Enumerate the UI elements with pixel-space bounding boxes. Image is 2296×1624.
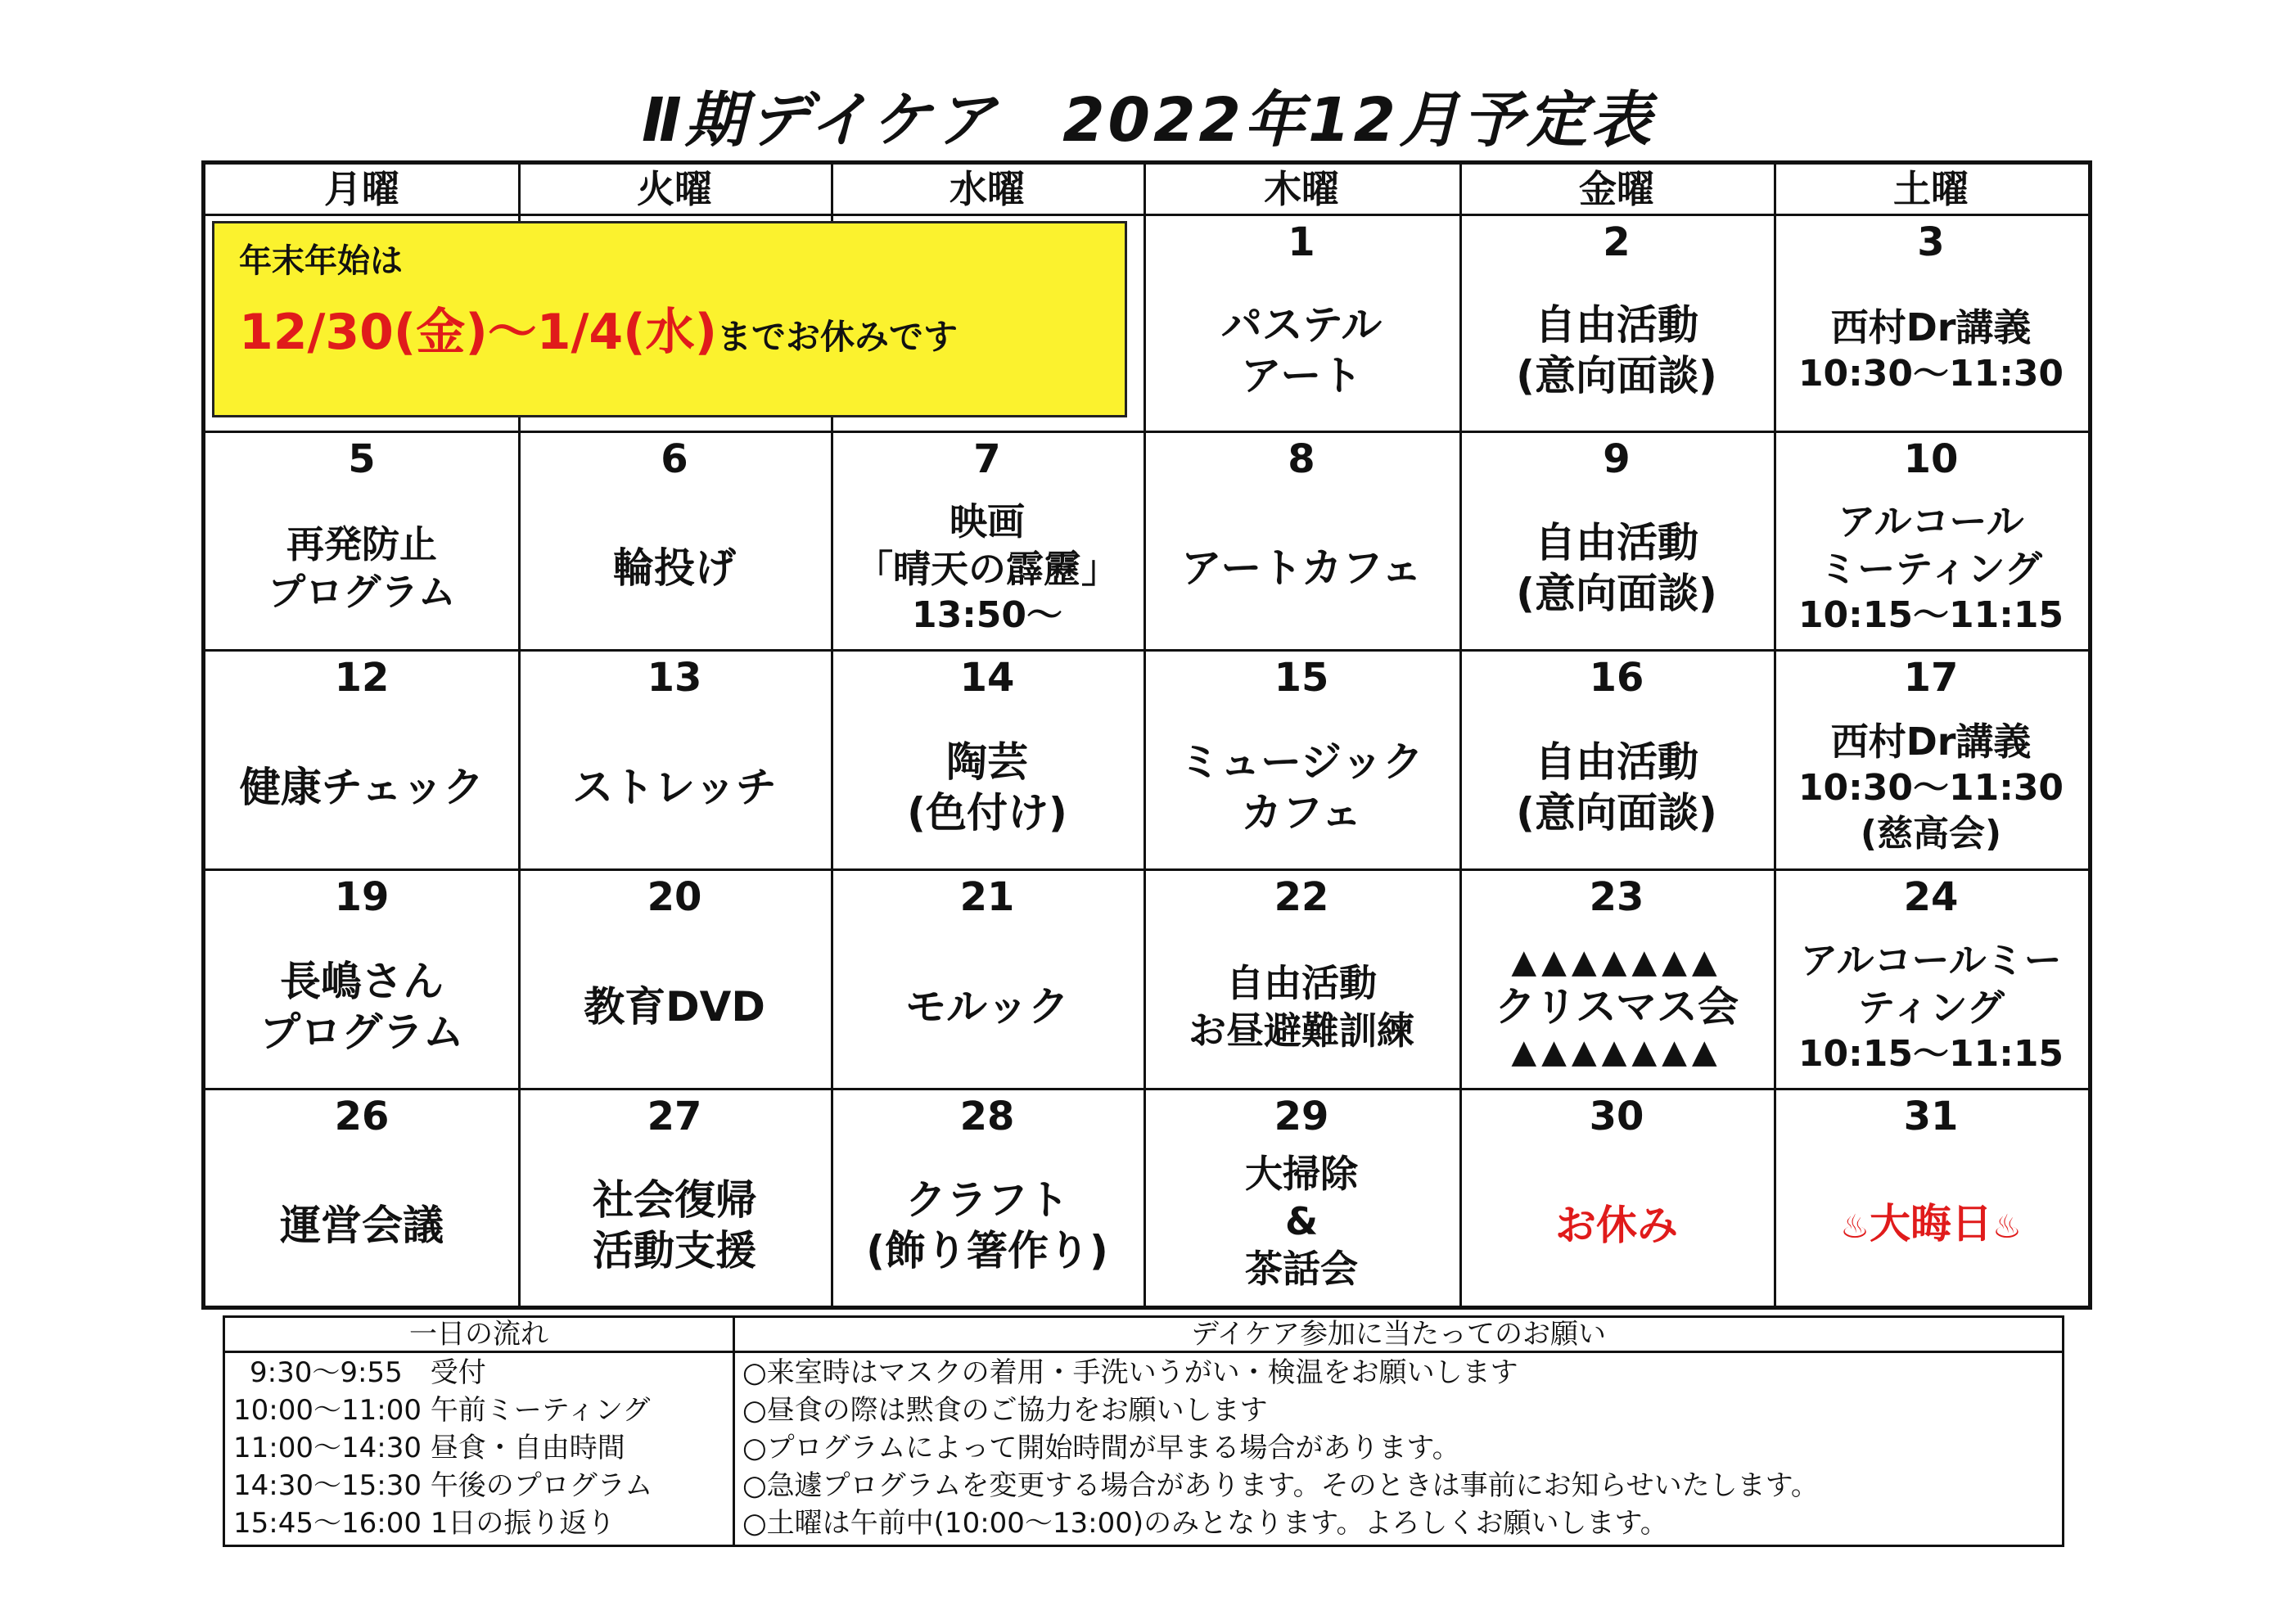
christmas-tree-icon: ▲▲▲▲▲▲▲ xyxy=(1511,1032,1722,1071)
event-text: パステル xyxy=(1220,301,1383,349)
day-number: 14 xyxy=(959,655,1015,701)
schedule-header: 一日の流れ xyxy=(225,1318,733,1353)
day-cell xyxy=(831,871,1143,1088)
day-number: 26 xyxy=(334,1094,390,1139)
day-cell xyxy=(205,871,518,1088)
event-text: 陶芸 xyxy=(946,738,1028,786)
event-text: アルコールミー xyxy=(1800,937,2062,982)
day-number: 21 xyxy=(959,874,1015,920)
day-cell xyxy=(205,652,518,868)
day-number: 17 xyxy=(1903,655,1959,701)
day-cell xyxy=(518,433,831,649)
event-text: (意向面談) xyxy=(1516,352,1717,399)
event-text: 活動支援 xyxy=(593,1226,756,1274)
event-text: ティング xyxy=(1857,985,2005,1030)
day-cell xyxy=(1774,216,2088,431)
event-time: 10:30〜11:30 xyxy=(1798,353,2064,395)
event-text: 大掃除 xyxy=(1245,1151,1358,1196)
fire-icon: ♨ xyxy=(1992,1207,2022,1246)
day-number: 15 xyxy=(1274,655,1329,701)
event-text: (意向面談) xyxy=(1516,788,1717,837)
day-number: 6 xyxy=(661,436,688,482)
request-row: ○プログラムによって開始時間が早まる場合があります。 xyxy=(742,1432,1460,1464)
event-text: 「晴天の霹靂」 xyxy=(855,547,1119,591)
event-text: 西村Dr講義 xyxy=(1830,305,2032,350)
day-number: 24 xyxy=(1903,874,1959,920)
day-cell xyxy=(205,433,518,649)
day-number: 20 xyxy=(647,874,702,920)
event-text: 社会復帰 xyxy=(593,1175,756,1224)
day-cell xyxy=(1459,1090,1774,1306)
event-text: (色付け) xyxy=(907,788,1067,837)
day-cell xyxy=(518,652,831,868)
day-cell xyxy=(205,1090,518,1306)
event-text: (意向面談) xyxy=(1516,570,1717,617)
day-cell xyxy=(1774,1090,2088,1306)
schedule-row: 9:30〜9:55 受付 xyxy=(250,1356,486,1389)
day-cell xyxy=(1459,216,1774,431)
event-text: 自由活動 xyxy=(1535,738,1698,786)
event-text: 映画 xyxy=(950,499,1025,544)
day-cell xyxy=(1143,1090,1459,1306)
day-cell xyxy=(1459,652,1774,868)
event-time: 10:15〜11:15 xyxy=(1798,594,2064,636)
day-cell xyxy=(831,433,1143,649)
event-text: (慈高会) xyxy=(1860,812,2002,855)
day-cell xyxy=(1774,652,2088,868)
schedule-row: 14:30〜15:30 午後のプログラム xyxy=(233,1469,653,1502)
day-cell xyxy=(1143,652,1459,868)
day-cell xyxy=(1774,433,2088,649)
event-text: 教育DVD xyxy=(584,982,765,1031)
notice-text: までお休みです xyxy=(717,317,959,357)
event-text: アルコール xyxy=(1838,499,2024,544)
day-cell xyxy=(518,1090,831,1306)
event-text: 茶話会 xyxy=(1245,1246,1358,1291)
event-text: 自由活動 xyxy=(1535,301,1698,349)
event-text: 西村Dr講義 xyxy=(1830,719,2032,764)
weekday-header: 火曜 xyxy=(637,167,712,211)
page-title: Ⅱ期デイケア 2022年12月予定表 xyxy=(641,85,1655,156)
event-text: 自由活動 xyxy=(1535,519,1698,566)
event-text: 健康チェック xyxy=(239,763,485,811)
day-number: 10 xyxy=(1903,436,1959,482)
day-cell xyxy=(518,871,831,1088)
weekday-header: 木曜 xyxy=(1264,167,1339,211)
day-number: 29 xyxy=(1274,1094,1329,1139)
day-cell xyxy=(1459,433,1774,649)
day-cell xyxy=(831,1090,1143,1306)
weekday-header: 金曜 xyxy=(1579,167,1654,211)
event-text: ミーティング xyxy=(1820,547,2042,591)
day-cell xyxy=(1143,871,1459,1088)
day-cell xyxy=(1143,433,1459,649)
weekday-header: 土曜 xyxy=(1893,167,1969,211)
request-row: ○来室時はマスクの着用・手洗いうがい・検温をお願いします xyxy=(742,1356,1518,1389)
notice-period: 12/30(金)〜1/4(水) xyxy=(239,304,718,361)
event-text: (飾り箸作り) xyxy=(866,1226,1108,1274)
day-number: 12 xyxy=(334,655,390,701)
event-text: 自由活動 xyxy=(1226,960,1377,1005)
request-row: ○土曜は午前中(10:00〜13:00)のみとなります。よろしくお願いします。 xyxy=(742,1507,1668,1540)
day-number: 2 xyxy=(1603,219,1631,265)
event-text: アート xyxy=(1240,352,1363,399)
event-text: クラフト xyxy=(905,1175,1069,1224)
day-number: 30 xyxy=(1589,1094,1644,1139)
event-text: ミュージック xyxy=(1180,738,1423,786)
event-text: 長嶋さん xyxy=(280,957,444,1005)
event-text: プログラム xyxy=(268,570,456,614)
event-text: プログラム xyxy=(259,1008,464,1056)
day-cell xyxy=(1143,216,1459,431)
schedule-row: 10:00〜11:00 午前ミーティング xyxy=(233,1394,651,1427)
holiday-text xyxy=(1840,1198,2022,1252)
day-number: 22 xyxy=(1274,874,1329,920)
weekday-header: 水曜 xyxy=(950,167,1025,211)
event-text: ストレッチ xyxy=(572,763,777,811)
day-cell xyxy=(1459,871,1774,1088)
day-number: 13 xyxy=(647,655,702,701)
day-number: 8 xyxy=(1288,436,1315,482)
event-time: 10:30〜11:30 xyxy=(1798,766,2064,809)
schedule-row: 15:45〜16:00 1日の振り返り xyxy=(233,1507,616,1540)
request-row: ○昼食の際は黙食のご協力をお願いします xyxy=(742,1394,1268,1427)
day-number: 31 xyxy=(1903,1094,1959,1139)
holiday-text: お休み xyxy=(1555,1201,1678,1249)
request-row: ○急遽プログラムを変更する場合があります。そのときは事前にお知らせいたします。 xyxy=(742,1469,1819,1502)
day-cell xyxy=(831,652,1143,868)
event-text: クリスマス会 xyxy=(1495,982,1739,1031)
event-text: 輪投げ xyxy=(613,544,736,592)
event-text: アートカフェ xyxy=(1180,544,1423,592)
event-text: お昼避難訓練 xyxy=(1189,1008,1414,1053)
requests-header: デイケア参加に当たってのお願い xyxy=(735,1318,2062,1353)
event-text: モルック xyxy=(905,982,1069,1031)
day-cell xyxy=(1774,871,2088,1088)
day-number: 1 xyxy=(1288,219,1315,265)
holiday-notice xyxy=(212,221,1127,417)
fire-icon: ♨ xyxy=(1840,1207,1870,1246)
event-text: & xyxy=(1284,1198,1319,1243)
day-number: 16 xyxy=(1589,655,1644,701)
info-table xyxy=(223,1315,2064,1547)
christmas-tree-icon: ▲▲▲▲▲▲▲ xyxy=(1511,942,1722,981)
schedule-row: 11:00〜14:30 昼食・自由時間 xyxy=(233,1432,625,1464)
day-number: 28 xyxy=(959,1094,1015,1139)
day-number: 9 xyxy=(1603,436,1631,482)
event-text: 運営会議 xyxy=(280,1201,444,1249)
notice-heading: 年末年始は xyxy=(239,242,403,280)
event-text: カフェ xyxy=(1241,788,1362,837)
weekday-header: 月曜 xyxy=(324,167,399,211)
day-number: 3 xyxy=(1917,219,1945,265)
event-time: 10:15〜11:15 xyxy=(1798,1032,2064,1075)
day-number: 19 xyxy=(334,874,390,920)
day-number: 5 xyxy=(348,436,376,482)
day-number: 27 xyxy=(647,1094,702,1139)
holiday-label: 大晦日 xyxy=(1870,1199,1992,1247)
day-number: 23 xyxy=(1589,874,1644,920)
day-number: 7 xyxy=(973,436,1001,482)
event-time: 13:50〜 xyxy=(911,594,1063,636)
event-text: 再発防止 xyxy=(286,522,437,566)
